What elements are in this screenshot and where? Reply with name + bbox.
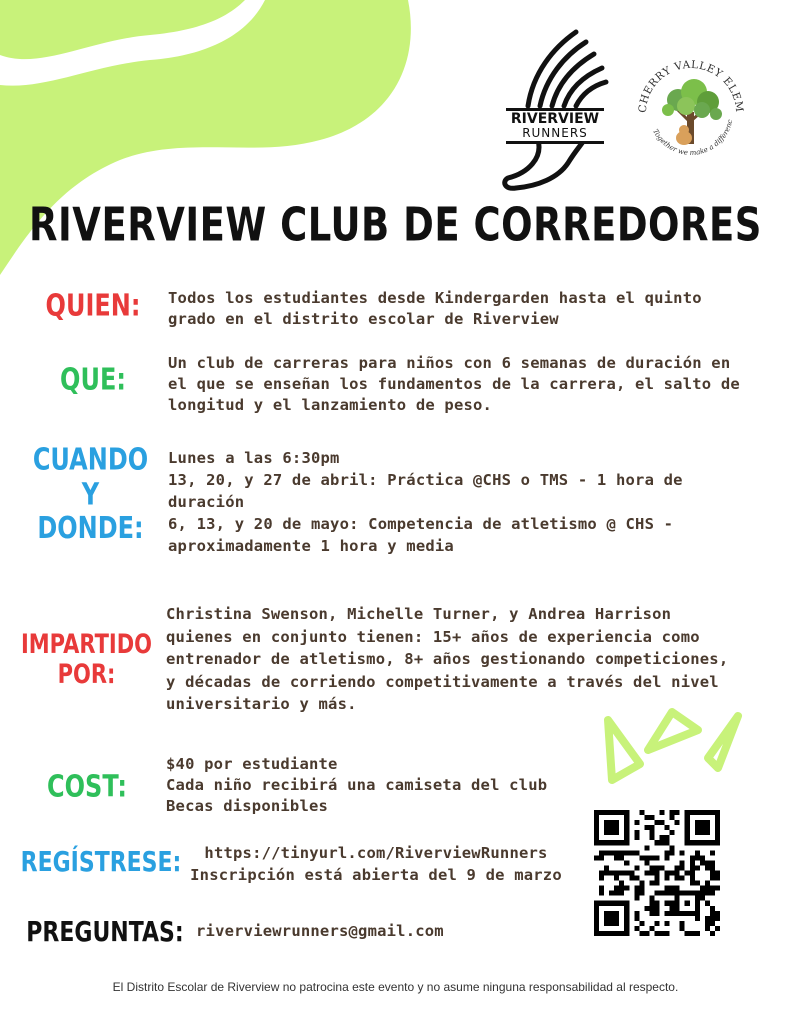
preguntas-label: PREGUNTAS: bbox=[26, 917, 184, 949]
cuando-line: aproximadamente 1 hora y media bbox=[168, 537, 454, 555]
registrese-label: REGÍSTRESE: bbox=[20, 847, 182, 879]
quien-line: Todos los estudiantes desde Kindergarden hasta el quinto bbox=[168, 289, 702, 307]
registration-qr-code[interactable] bbox=[594, 810, 720, 936]
impartido-text bbox=[166, 603, 728, 716]
impartido-label bbox=[14, 629, 159, 689]
contact-email[interactable]: riverviewrunners@gmail.com bbox=[196, 922, 444, 940]
page-title: RIVERVIEW CLUB DE CORREDORES bbox=[29, 198, 762, 252]
impartido-line: Christina Swenson, Michelle Turner, y Andrea Harrison bbox=[166, 605, 672, 623]
que-label: QUE: bbox=[60, 361, 126, 397]
que-line: longitud y el lanzamiento de peso. bbox=[168, 396, 493, 414]
preguntas-text bbox=[196, 921, 444, 942]
cost-text bbox=[166, 754, 547, 817]
que-text bbox=[168, 353, 740, 416]
cuando-line: duración bbox=[168, 493, 245, 511]
cherry-valley-pta-logo bbox=[628, 50, 754, 180]
impartido-line: y décadas de corriendo competitivamente a través del nivel bbox=[166, 672, 719, 691]
cost-line: Cada niño recibirá una camiseta del club bbox=[166, 776, 548, 794]
cuando-text bbox=[168, 447, 683, 557]
cuando-line: 6, 13, y 20 de mayo: Competencia de atletismo @ CHS - bbox=[168, 515, 674, 533]
impartido-line: entrenador de atletismo, 8+ años gestionando competiciones, bbox=[166, 650, 729, 668]
decorative-sparks bbox=[600, 702, 750, 792]
registration-open-date: Inscripción está abierta del 9 de marzo bbox=[190, 866, 562, 884]
cuando-label-line: DONDE: bbox=[37, 510, 144, 546]
quien-text bbox=[168, 288, 702, 330]
registrese-text bbox=[186, 842, 566, 886]
runners-logo-line1: RIVERVIEW bbox=[510, 111, 600, 127]
quien-label: QUIEN: bbox=[45, 287, 141, 323]
disclaimer-footer: El Distrito Escolar de Riverview no patrocina este evento y no asume ninguna responsabilidad al respecto. bbox=[112, 980, 679, 994]
cost-label: COST: bbox=[47, 768, 127, 804]
runners-logo-banner bbox=[506, 108, 604, 144]
cuando-line: 13, 20, y 27 de abril: Práctica @CHS o TMS - 1 hora de bbox=[168, 471, 683, 489]
cuando-line: Lunes a las 6:30pm bbox=[168, 449, 340, 467]
cost-line: $40 por estudiante bbox=[166, 755, 338, 773]
cuando-donde-label bbox=[18, 443, 163, 546]
que-line: el que se enseñan los fundamentos de la carrera, el salto de bbox=[168, 375, 740, 393]
impartido-label-line: POR: bbox=[57, 659, 116, 690]
runners-logo-line2: RUNNERS bbox=[522, 126, 588, 140]
quien-line: grado en el distrito escolar de Riverview bbox=[168, 310, 559, 328]
pta-logo-name: CHERRY VALLEY ELEM bbox=[636, 58, 746, 114]
que-line: Un club de carreras para niños con 6 semanas de duración en bbox=[168, 354, 731, 372]
impartido-label-line: IMPARTIDO bbox=[20, 629, 153, 659]
riverview-runners-logo bbox=[498, 28, 610, 198]
impartido-line: quienes en conjunto tienen: 15+ años de experiencia como bbox=[166, 627, 700, 646]
registration-link[interactable]: https://tinyurl.com/RiverviewRunners bbox=[204, 844, 548, 862]
cost-line: Becas disponibles bbox=[166, 797, 329, 815]
cuando-label-line: Y bbox=[81, 476, 100, 512]
impartido-line: universitario y más. bbox=[166, 695, 357, 713]
cuando-label-line: CUANDO bbox=[32, 441, 149, 477]
pta-logo-motto: Together we make a difference bbox=[651, 118, 735, 158]
